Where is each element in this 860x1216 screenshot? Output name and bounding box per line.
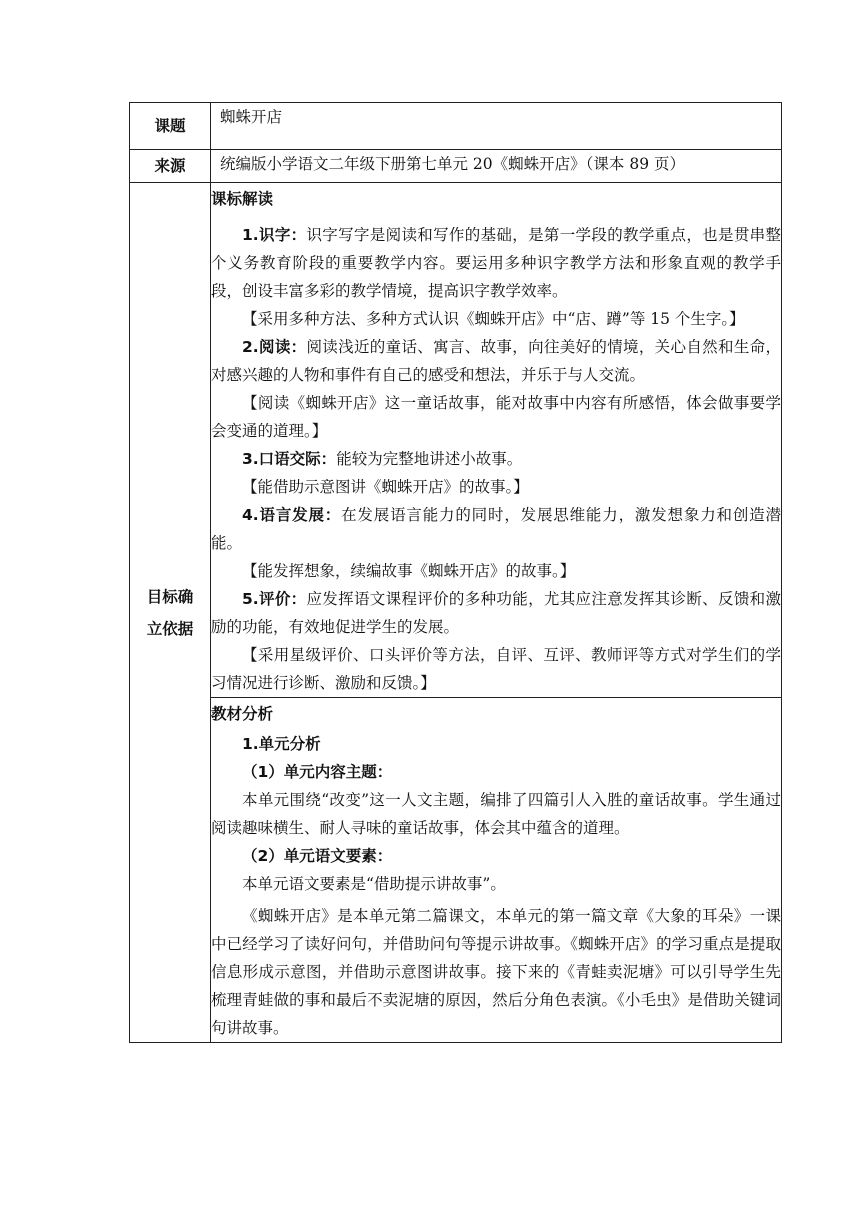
basis-label: 目标确立依据 bbox=[130, 183, 211, 1043]
theme-heading: （1）单元内容主题： bbox=[242, 763, 393, 781]
lesson-plan-table bbox=[129, 102, 782, 1043]
source-label: 来源 bbox=[130, 150, 211, 183]
curriculum-item-note: 【能借助示意图讲《蜘蛛开店》的故事。】 bbox=[242, 478, 529, 496]
curriculum-item bbox=[211, 333, 781, 389]
curriculum-item-title: 4.语言发展： bbox=[242, 506, 342, 524]
source-row bbox=[130, 150, 782, 183]
curriculum-item-note: 【阅读《蜘蛛开店》这一童话故事，能对故事中内容有所感悟，体会做事要学会变通的道理。】 bbox=[211, 394, 781, 440]
unit-heading: 1.单元分析 bbox=[242, 735, 321, 753]
elements-heading: （2）单元语文要素： bbox=[242, 847, 393, 865]
curriculum-item-title: 5.评价： bbox=[242, 590, 307, 608]
topic-row bbox=[130, 103, 782, 150]
curriculum-row bbox=[130, 183, 782, 698]
curriculum-section bbox=[211, 183, 782, 698]
curriculum-item-title: 3.口语交际： bbox=[242, 450, 337, 468]
curriculum-item bbox=[211, 221, 781, 305]
curriculum-item-text: 在发展语言能力的同时，发展思维能力，激发想象力和创造潜能。 bbox=[211, 506, 781, 552]
analysis-text: 《蜘蛛开店》是本单元第二篇课文，本单元的第一篇文章《大象的耳朵》一课中已经学习了读好问句，并借助问句等提示讲故事。《蜘蛛开店》的学习重点是提取信息形成示意图，并借助示意图讲故事。接下来的《青蛙卖泥塘》可以引导学生先梳理青蛙做的事和最后不卖泥塘的原因，然后分角色表演。《小毛虫》是借助关键词句讲故事。 bbox=[211, 907, 781, 1037]
topic-value: 蜘蛛开店 bbox=[211, 103, 782, 150]
textbook-row bbox=[130, 698, 782, 1043]
curriculum-item-text: 应发挥语文课程评价的多种功能，尤其应注意发挥其诊断、反馈和激励的功能，有效地促进学生的发展。 bbox=[211, 590, 781, 636]
curriculum-items bbox=[211, 221, 781, 697]
textbook-section bbox=[211, 698, 782, 1043]
curriculum-item-note: 【采用星级评价、口头评价等方法，自评、互评、教师评等方式对学生们的学习情况进行诊断、激励和反馈。】 bbox=[211, 646, 781, 692]
curriculum-item-text: 能较为完整地讲述小故事。 bbox=[336, 450, 523, 468]
textbook-heading: 教材分析 bbox=[211, 705, 274, 723]
source-value: 统编版小学语文二年级下册第七单元 20《蜘蛛开店》（课本 89 页） bbox=[211, 150, 782, 183]
curriculum-item-note: 【采用多种方法、多种方式认识《蜘蛛开店》中“店、蹲”等 15 个生字。】 bbox=[242, 310, 745, 328]
curriculum-item bbox=[211, 501, 781, 557]
topic-label: 课题 bbox=[130, 103, 211, 150]
theme-text: 本单元围绕“改变”这一人文主题，编排了四篇引人入胜的童话故事。学生通过阅读趣味横生、耐人寻味的童话故事，体会其中蕴含的道理。 bbox=[211, 791, 781, 837]
elements-text: 本单元语文要素是“借助提示讲故事”。 bbox=[242, 875, 506, 893]
curriculum-item bbox=[211, 445, 781, 473]
curriculum-item-title: 2.阅读： bbox=[242, 338, 307, 356]
curriculum-item-title: 1.识字： bbox=[242, 226, 307, 244]
curriculum-heading: 课标解读 bbox=[211, 190, 274, 208]
curriculum-item-text: 识字写字是阅读和写作的基础，是第一学段的教学重点，也是贯串整个义务教育阶段的重要教学内容。要运用多种识字教学方法和形象直观的教学手段，创设丰富多彩的教学情境，提高识字教学效率。 bbox=[211, 226, 781, 300]
curriculum-item bbox=[211, 585, 781, 641]
curriculum-item-text: 阅读浅近的童话、寓言、故事，向往美好的情境，关心自然和生命，对感兴趣的人物和事件有自己的感受和想法，并乐于与人交流。 bbox=[211, 338, 781, 384]
curriculum-item-note: 【能发挥想象，续编故事《蜘蛛开店》的故事。】 bbox=[242, 562, 576, 580]
